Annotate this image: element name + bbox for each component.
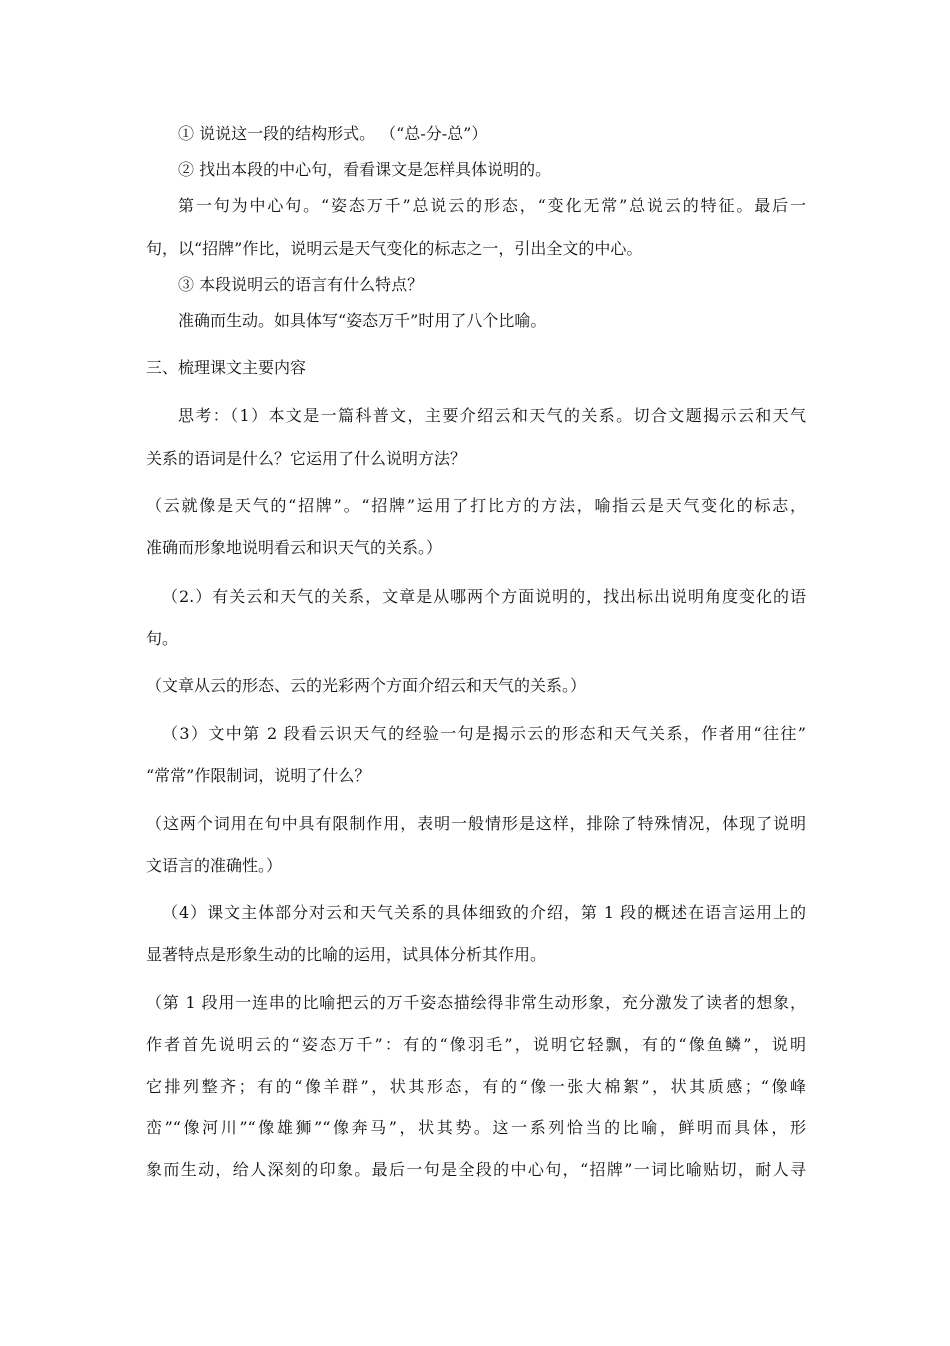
question-3-line-1: （3）文中第 2 段看云识天气的经验一句是揭示云的形态和天气关系，作者用“往往”	[162, 724, 806, 743]
question-2-line-2: 句。	[146, 629, 179, 648]
answer-4-line-1: （第 1 段用一连串的比喻把云的万千姿态描绘得非常生动形象，充分激发了读者的想象，	[146, 993, 806, 1012]
question-3-line-2: “常常”作限制词，说明了什么？	[146, 766, 371, 785]
answer-4-line-5: 象而生动，给人深刻的印象。最后一句是全段的中心句，“招牌”一词比喻贴切，耐人寻	[146, 1160, 806, 1179]
answer-4-line-2: 作者首先说明云的“姿态万千”：有的“像羽毛”，说明它轻飘，有的“像鱼鳞”，说明	[146, 1035, 806, 1054]
question-structure: ① 说说这一段的结构形式。 （“总-分-总”）	[178, 124, 488, 143]
answer-1-line-2: 准确而形象地说明看云和识天气的关系。）	[146, 538, 443, 557]
question-2-line-1: （2.）有关云和天气的关系，文章是从哪两个方面说明的，找出标出说明角度变化的语	[162, 587, 806, 606]
answer-4-line-3: 它排列整齐；有的“像羊群”，状其形态，有的“像一张大棉絮”，状其质感；“像峰	[146, 1077, 806, 1096]
answer-1-line-1: （云就像是天气的“招牌”。“招牌”运用了打比方的方法，喻指云是天气变化的标志，	[146, 496, 806, 515]
answer-2: （文章从云的形态、云的光彩两个方面介绍云和天气的关系。）	[146, 676, 587, 695]
answer-center-sentence-2: 句，以“招牌”作比，说明云是天气变化的标志之一，引出全文的中心。	[146, 239, 643, 258]
section-heading: 三、梳理课文主要内容	[146, 358, 307, 377]
question-4-line-1: （4）课文主体部分对云和天气关系的具体细致的介绍，第 1 段的概述在语言运用上的	[162, 903, 806, 922]
answer-3-line-1: （这两个词用在句中具有限制作用，表明一般情形是这样，排除了特殊情况，体现了说明	[146, 814, 806, 833]
question-language: ③ 本段说明云的语言有什么特点？	[178, 275, 424, 294]
think-question-1-line-2: 关系的语词是什么？它运用了什么说明方法？	[146, 449, 467, 468]
think-question-1-line-1: 思考：（1）本文是一篇科普文，主要介绍云和天气的关系。切合文题揭示云和天气	[178, 406, 806, 425]
question-center-sentence: ② 找出本段的中心句，看看课文是怎样具体说明的。	[178, 160, 552, 179]
answer-3-line-2: 文语言的准确性。）	[146, 856, 283, 875]
answer-language: 准确而生动。如具体写“姿态万千”时用了八个比喻。	[178, 311, 547, 330]
answer-center-sentence-1: 第一句为中心句。“姿态万千”总说云的形态，“变化无常”总说云的特征。最后一	[178, 196, 806, 215]
answer-4-line-4: 峦”“像河川”“像雄狮”“像奔马”，状其势。这一系列恰当的比喻，鲜明而具体，形	[146, 1118, 806, 1137]
question-4-line-2: 显著特点是形象生动的比喻的运用，试具体分析其作用。	[146, 945, 547, 964]
